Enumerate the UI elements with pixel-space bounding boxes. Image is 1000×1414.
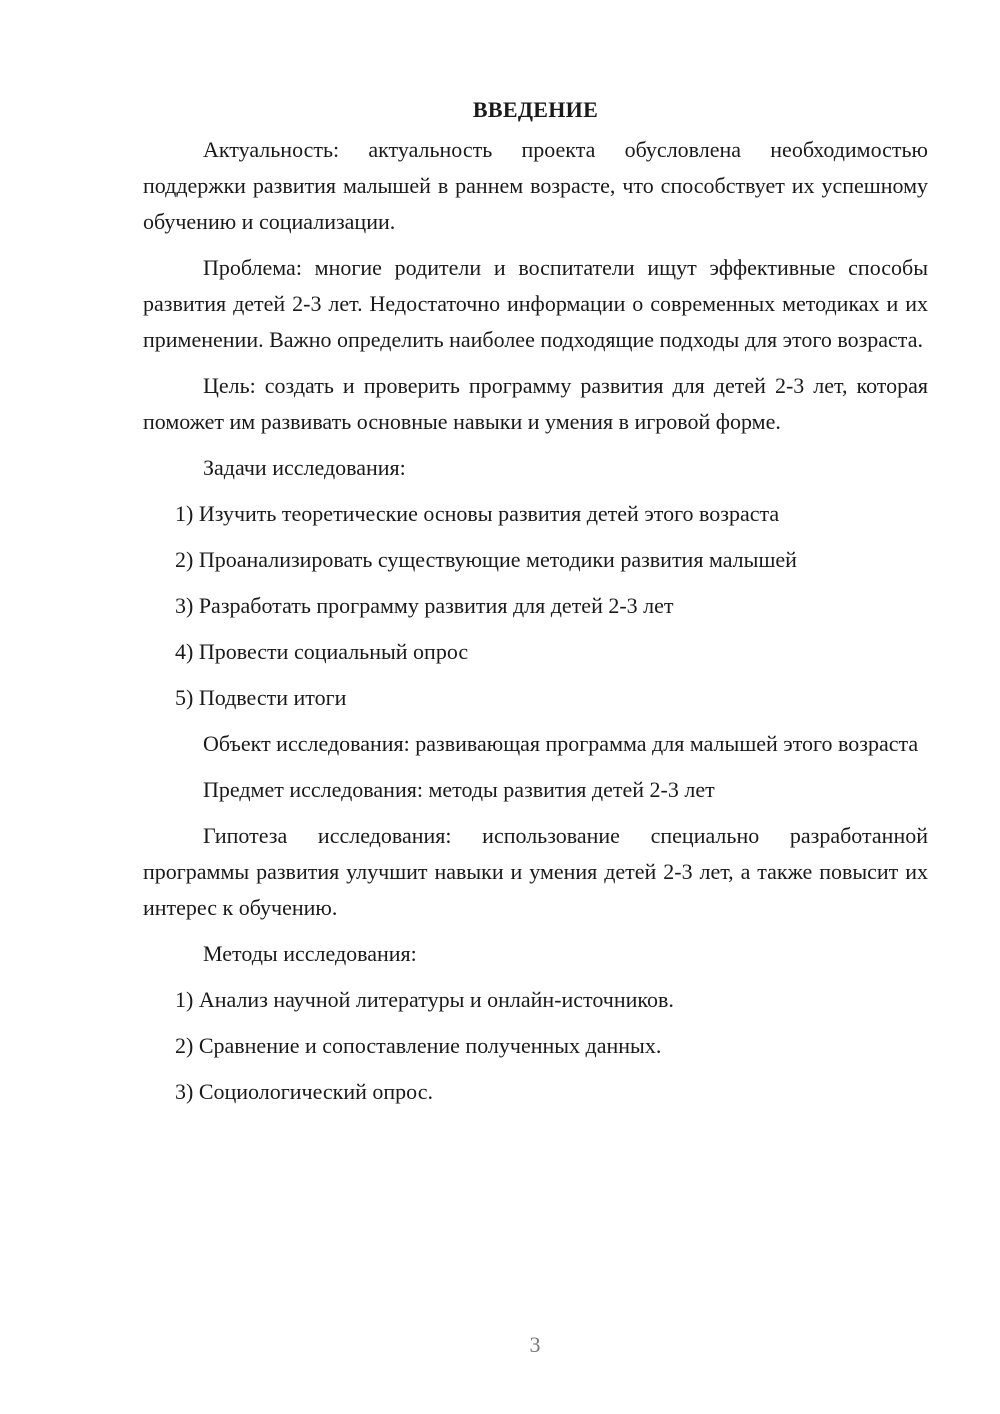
tasks-title: Задачи исследования: xyxy=(203,455,406,480)
methods-title: Методы исследования: xyxy=(203,941,417,966)
section-heading: ВВЕДЕНИЕ xyxy=(472,97,599,122)
page-number: 3 xyxy=(529,1332,541,1357)
problem-paragraph: Проблема: многие родители и воспитатели ищут эффективные способы развития детей 2-3 лет. Недостаточно информации о современных методиках и их применении. Важно определить наиболее подходящие подходы для этого возраста. xyxy=(143,255,928,352)
list-item: 3) Социологический опрос. xyxy=(175,1079,433,1104)
subject-paragraph: Предмет исследования: методы развития детей 2-3 лет xyxy=(203,777,715,802)
list-item: 3) Разработать программу развития для детей 2-3 лет xyxy=(175,593,674,618)
relevance-paragraph: Актуальность: актуальность проекта обусловлена необходимостью поддержки развития малышей в раннем возрасте, что способствует их успешному обучению и социализации. xyxy=(143,137,928,234)
goal-paragraph: Цель: создать и проверить программу развития для детей 2-3 лет, которая поможет им развивать основные навыки и умения в игровой форме. xyxy=(143,373,928,434)
tasks-list xyxy=(143,496,928,716)
object-paragraph: Объект исследования: развивающая программа для малышей этого возраста xyxy=(203,731,919,756)
methods-list xyxy=(143,982,928,1110)
list-item: 5) Подвести итоги xyxy=(175,685,347,710)
list-item: 1) Анализ научной литературы и онлайн-источников. xyxy=(175,987,674,1012)
list-item: 4) Провести социальный опрос xyxy=(175,639,469,664)
list-item: 2) Сравнение и сопоставление полученных данных. xyxy=(175,1033,662,1058)
list-item: 2) Проанализировать существующие методики развития малышей xyxy=(175,547,797,572)
hypothesis-paragraph: Гипотеза исследования: использование специально разработанной программы развития улучшит навыки и умения детей 2-3 лет, а также повысит их интерес к обучению. xyxy=(143,823,928,920)
list-item: 1) Изучить теоретические основы развития детей этого возраста xyxy=(175,501,780,526)
document-page xyxy=(143,92,928,1120)
